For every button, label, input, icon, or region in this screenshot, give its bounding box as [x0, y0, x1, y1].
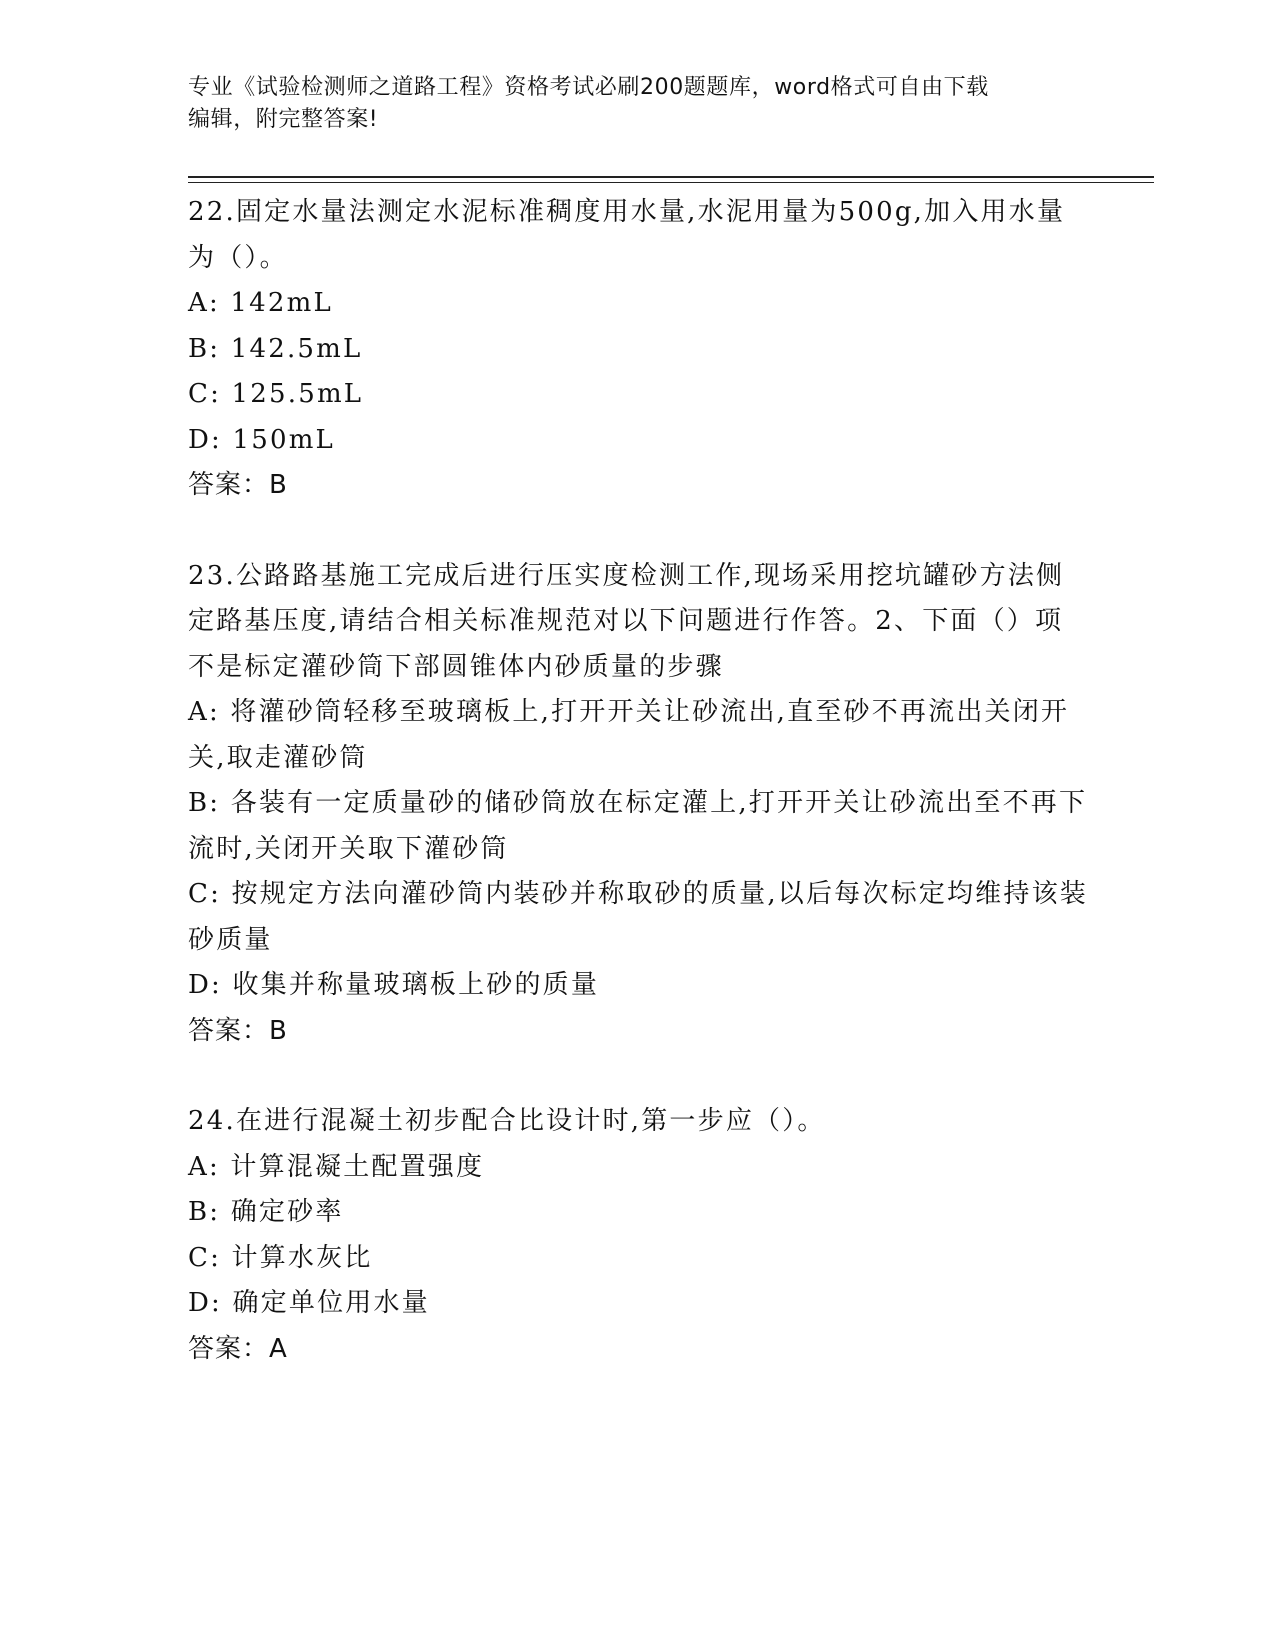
header-rule-thin [188, 182, 1154, 183]
header-line-2: 编辑，附完整答案! [188, 107, 379, 132]
header-line-1: 专业《试验检测师之道路工程》资格考试必刷200题题库，word格式可自由下载 [188, 75, 989, 100]
option-c: C: 计算水灰比 [188, 1242, 373, 1273]
answer-label: 答案：B [188, 470, 288, 500]
option-c: C: 125.5mL [188, 379, 364, 409]
document-header [188, 72, 1078, 136]
question-list [188, 190, 1088, 1372]
question-text: 22.固定水量法测定水泥标准稠度用水量,水泥用量为500g,加入用水量为（）。 [188, 197, 1066, 273]
header-rule-thick [188, 176, 1154, 178]
question-spacer [188, 1054, 1088, 1099]
option-a: A: 142mL [188, 288, 333, 318]
answer-label: 答案：A [188, 1333, 288, 1364]
question-text: 24.在进行混凝土初步配合比设计时,第一步应（）。 [188, 1106, 826, 1136]
option-b: B: 各装有一定质量砂的储砂筒放在标定灌上,打开开关让砂流出至不再下流时,关闭开关取下灌砂筒 [188, 788, 1088, 864]
option-a: A: 计算混凝土配置强度 [188, 1151, 485, 1182]
option-d: D: 150mL [188, 424, 336, 455]
question-text: 23.公路路基施工完成后进行压实度检测工作,现场采用挖坑罐砂方法侧定路基压度,请结合相关标准规范对以下问题进行作答。2、下面（）项不是标定灌砂筒下部圆锥体内砂质量的步骤 [188, 560, 1065, 682]
question-spacer [188, 509, 1088, 554]
answer-label: 答案：B [188, 1015, 288, 1046]
question-24 [188, 1099, 1088, 1372]
option-c: C: 按规定方法向灌砂筒内装砂并称取砂的质量,以后每次标定均维持该装砂质量 [188, 879, 1088, 955]
option-a: A: 将灌砂筒轻移至玻璃板上,打开开关让砂流出,直至砂不再流出关闭开关,取走灌砂筒 [188, 697, 1070, 773]
question-22 [188, 190, 1088, 509]
option-b: B: 确定砂率 [188, 1197, 344, 1227]
option-d: D: 收集并称量玻璃板上砂的质量 [188, 970, 600, 1000]
question-23 [188, 554, 1088, 1055]
option-b: B: 142.5mL [188, 333, 363, 364]
option-d: D: 确定单位用水量 [188, 1288, 430, 1318]
